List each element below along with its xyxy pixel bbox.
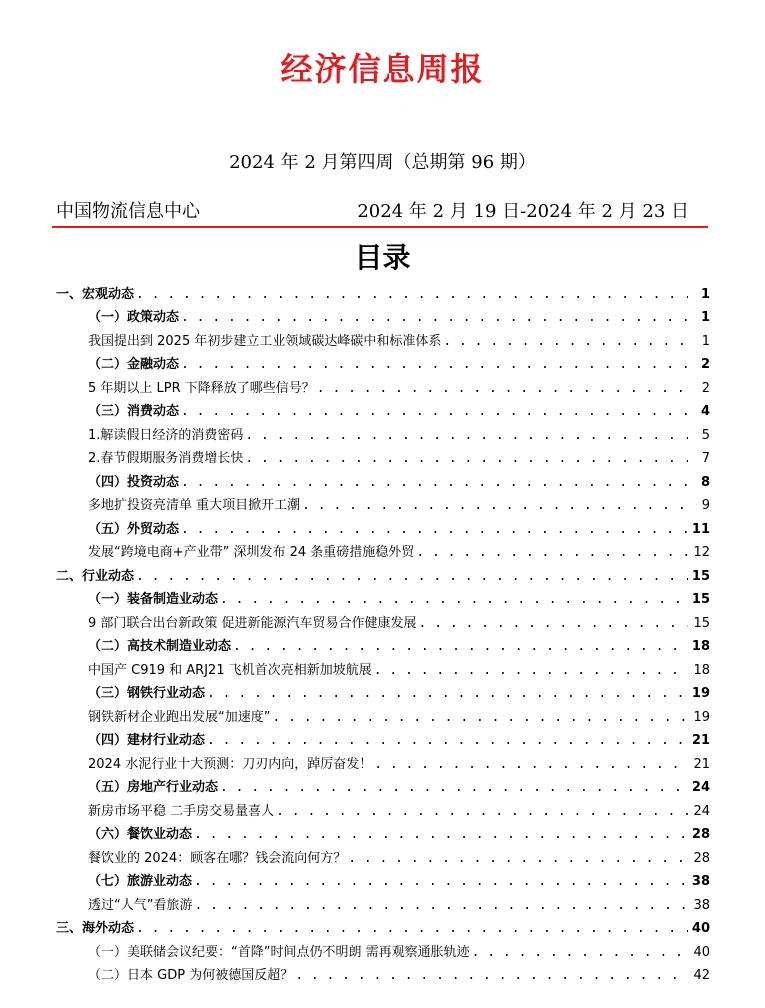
toc-leader-dots bbox=[136, 920, 688, 938]
toc-page-number: 11 bbox=[691, 521, 710, 537]
toc-leader-dots bbox=[245, 427, 688, 445]
toc-leader-dots bbox=[374, 662, 688, 680]
toc-entry-title: 我国提出到 2025 年初步建立工业领域碳达峰碳中和标准体系 bbox=[88, 333, 442, 349]
toc-page-number: 9 bbox=[701, 498, 710, 513]
toc-leader-dots bbox=[302, 497, 688, 515]
toc-leader-dots bbox=[181, 356, 688, 374]
toc-entry-title: （二）日本 GDP 为何被德国反超？ bbox=[88, 968, 294, 983]
toc-leader-dots bbox=[317, 380, 688, 398]
toc-entry[interactable] bbox=[56, 445, 710, 469]
toc-page-number: 18 bbox=[691, 639, 710, 654]
toc-entry-title: （五）房地产行业动态 bbox=[88, 780, 219, 795]
toc-entry[interactable] bbox=[56, 468, 710, 492]
toc-entry[interactable] bbox=[56, 304, 710, 328]
toc-leader-dots bbox=[245, 450, 688, 468]
toc-heading: 目录 bbox=[354, 241, 411, 274]
toc-leader-dots bbox=[194, 873, 688, 891]
toc-entry-title: （一）政策动态 bbox=[88, 310, 180, 325]
toc-leader-dots bbox=[194, 826, 688, 844]
toc-page-number: 15 bbox=[693, 615, 710, 631]
toc-leader-dots bbox=[207, 732, 688, 750]
toc-entry[interactable] bbox=[56, 374, 710, 398]
toc-entry[interactable] bbox=[56, 821, 710, 845]
toc-entry-title: （六）餐饮业动态 bbox=[88, 827, 193, 842]
toc-page-number: 18 bbox=[693, 662, 710, 678]
toc-entry[interactable] bbox=[56, 633, 710, 657]
toc-entry[interactable] bbox=[56, 727, 710, 751]
toc-entry[interactable] bbox=[56, 750, 710, 774]
toc-entry[interactable] bbox=[56, 280, 710, 304]
toc-entry-title: （七）旅游业动态 bbox=[88, 874, 193, 889]
toc-entry[interactable] bbox=[56, 868, 710, 892]
toc-entry[interactable] bbox=[56, 656, 710, 680]
toc-page-number: 28 bbox=[691, 827, 710, 842]
toc-entry[interactable] bbox=[56, 492, 710, 516]
toc-entry-title: 2024 水泥行业十大预测：刀刃内向，踔厉奋发！ bbox=[88, 756, 373, 772]
toc-page-number: 42 bbox=[693, 968, 710, 983]
toc-leader-dots bbox=[181, 403, 688, 421]
toc-page-number: 38 bbox=[691, 874, 710, 889]
toc-page-number: 24 bbox=[691, 780, 710, 795]
toc-entry-title: 9 部门联合出台新政策 促进新能源汽车贸易合作健康发展 bbox=[88, 615, 417, 631]
toc-leader-dots bbox=[194, 897, 688, 915]
toc-entry[interactable] bbox=[56, 327, 710, 351]
toc-entry[interactable] bbox=[56, 938, 710, 962]
toc-entry-title: 二、行业动态 bbox=[56, 568, 135, 584]
toc-entry-title: 钢铁新材企业跑出发展“加速度” bbox=[88, 709, 271, 725]
toc-entry[interactable] bbox=[56, 962, 710, 986]
toc-entry[interactable] bbox=[56, 351, 710, 375]
toc-entry-title: 新房市场平稳 二手房交易量喜人 bbox=[88, 803, 275, 819]
toc-entry[interactable] bbox=[56, 680, 710, 704]
toc-page-number: 19 bbox=[693, 709, 710, 725]
toc-page-number: 24 bbox=[693, 803, 710, 819]
toc-entry[interactable] bbox=[56, 562, 710, 586]
toc-entry[interactable] bbox=[56, 891, 710, 915]
toc-leader-dots bbox=[416, 544, 688, 562]
toc-entry-title: 多地扩投资亮清单 重大项目掀开工潮 bbox=[88, 498, 301, 513]
toc-leader-dots bbox=[136, 286, 688, 304]
toc-entry-title: 2.春节假期服务消费增长快 bbox=[88, 451, 244, 466]
toc-leader-dots bbox=[220, 591, 688, 609]
toc-leader-dots bbox=[295, 967, 688, 985]
toc-page-number: 5 bbox=[701, 427, 710, 443]
toc-leader-dots bbox=[136, 568, 688, 586]
toc-entry-title: 透过“人气”看旅游 bbox=[88, 897, 193, 913]
toc-entry[interactable] bbox=[56, 515, 710, 539]
toc-entry-title: 1.解读假日经济的消费密码 bbox=[88, 427, 244, 443]
toc-leader-dots bbox=[276, 803, 688, 821]
toc-entry[interactable] bbox=[56, 703, 710, 727]
toc-page-number: 1 bbox=[700, 286, 710, 302]
toc-entry-title: （一）美联储会议纪要：“首降”时间点仍不明朗 需再观察通胀轨迹 bbox=[88, 944, 470, 960]
toc-leader-dots bbox=[181, 521, 688, 539]
toc-page-number: 2 bbox=[700, 357, 710, 372]
report-title: 经济信息周报 bbox=[280, 50, 485, 88]
toc-entry-title: 发展“跨境电商+产业带” 深圳发布 24 条重磅措施稳外贸 bbox=[88, 545, 415, 560]
toc-page-number: 12 bbox=[693, 545, 710, 560]
toc-entry[interactable] bbox=[56, 398, 710, 422]
toc-leader-dots bbox=[181, 474, 688, 492]
toc-page-number: 40 bbox=[691, 921, 710, 936]
toc-entry-title: （五）外贸动态 bbox=[88, 521, 180, 537]
toc-leader-dots bbox=[233, 638, 688, 656]
toc-entry[interactable] bbox=[56, 915, 710, 939]
toc-page-number: 7 bbox=[701, 451, 710, 466]
toc-entry[interactable] bbox=[56, 844, 710, 868]
toc-entry[interactable] bbox=[56, 539, 710, 563]
toc-entry[interactable] bbox=[56, 421, 710, 445]
toc-page-number: 2 bbox=[701, 380, 710, 396]
toc-leader-dots bbox=[207, 685, 688, 703]
toc-page-number: 1 bbox=[700, 310, 710, 325]
toc-leader-dots bbox=[472, 944, 688, 962]
toc-page-number: 4 bbox=[700, 404, 710, 419]
toc-entry-title: 一、宏观动态 bbox=[56, 286, 135, 302]
toc-entry-title: （二）金融动态 bbox=[88, 357, 180, 372]
toc-page-number: 21 bbox=[691, 733, 710, 748]
toc-entry[interactable] bbox=[56, 609, 710, 633]
toc-entry-title: （二）高技术制造业动态 bbox=[88, 639, 232, 654]
toc-leader-dots bbox=[181, 309, 688, 327]
toc-page-number: 15 bbox=[691, 568, 710, 584]
table-of-contents bbox=[56, 280, 710, 985]
issue-line: 2024 年 2 月第四周（总期第 96 期） bbox=[229, 152, 536, 173]
toc-page-number: 15 bbox=[691, 592, 710, 607]
toc-entry-title: 5 年期以上 LPR 下降释放了哪些信号？ bbox=[88, 380, 315, 396]
toc-entry-title: 中国产 C919 和 ARJ21 飞机首次亮相新加坡航展 bbox=[88, 662, 372, 678]
toc-entry[interactable] bbox=[56, 586, 710, 610]
toc-entry-title: （三）钢铁行业动态 bbox=[88, 686, 206, 701]
toc-entry-title: （一）装备制造业动态 bbox=[88, 592, 219, 607]
toc-leader-dots bbox=[272, 709, 688, 727]
toc-entry[interactable] bbox=[56, 774, 710, 798]
toc-page-number: 21 bbox=[693, 756, 710, 772]
toc-entry-title: （四）建材行业动态 bbox=[88, 733, 206, 748]
toc-leader-dots bbox=[348, 850, 688, 868]
toc-entry-title: 餐饮业的 2024：顾客在哪？钱会流向何方？ bbox=[88, 850, 347, 866]
toc-entry-title: （三）消费动态 bbox=[88, 404, 180, 419]
toc-page-number: 1 bbox=[701, 333, 710, 349]
toc-leader-dots bbox=[220, 779, 688, 797]
toc-entry-title: （四）投资动态 bbox=[88, 474, 180, 490]
toc-entry[interactable] bbox=[56, 797, 710, 821]
toc-leader-dots bbox=[443, 333, 688, 351]
toc-page-number: 38 bbox=[693, 897, 710, 913]
toc-leader-dots bbox=[374, 756, 688, 774]
toc-entry-title: 三、海外动态 bbox=[56, 921, 135, 936]
date-range: 2024 年 2 月 19 日-2024 年 2 月 23 日 bbox=[357, 201, 689, 222]
organization-name: 中国物流信息中心 bbox=[56, 201, 200, 222]
toc-page-number: 8 bbox=[700, 474, 710, 490]
toc-page-number: 28 bbox=[693, 850, 710, 866]
header-divider bbox=[52, 226, 708, 228]
toc-page-number: 19 bbox=[691, 686, 710, 701]
toc-leader-dots bbox=[419, 615, 688, 633]
toc-page-number: 40 bbox=[693, 944, 710, 960]
